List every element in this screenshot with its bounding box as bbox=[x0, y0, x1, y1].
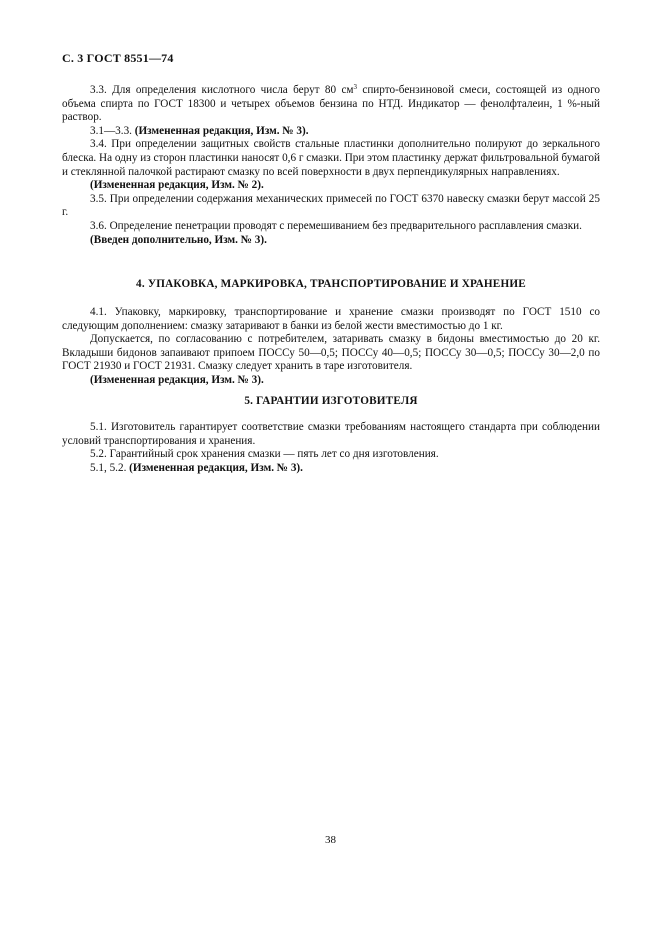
paragraph-4-1: 4.1. Упаковку, маркировку, транспортирование и хранение смазки производят по ГОСТ 1510 со следующим дополнением: смазку затаривают в банки из белой жести вместимостью до 1 кг. bbox=[62, 306, 600, 332]
amendment-3-6: (Введен дополнительно, Изм. № 3). bbox=[90, 233, 267, 246]
amendment-3-1-3-3 bbox=[62, 125, 600, 139]
amendment-prefix: 3.1—3.3. bbox=[90, 124, 135, 137]
section-4-body bbox=[62, 306, 600, 388]
running-header: С. 3 ГОСТ 8551—74 bbox=[62, 51, 174, 65]
amendment-5-1-5-2 bbox=[62, 462, 600, 476]
cubic-superscript: 3 bbox=[353, 83, 357, 91]
paragraph-3-5: 3.5. При определении содержания механических примесей по ГОСТ 6370 навеску смазки берут массой 25 г. bbox=[62, 192, 600, 219]
amendment-3-4: (Измененная редакция, Изм. № 2). bbox=[90, 179, 264, 192]
paragraph-5-2: 5.2. Гарантийный срок хранения смазки — пять лет со дня изготовления. bbox=[90, 448, 439, 461]
section-4-title: 4. УПАКОВКА, МАРКИРОВКА, ТРАНСПОРТИРОВАНИЕ И ХРАНЕНИЕ bbox=[136, 278, 526, 290]
section-4-block bbox=[62, 278, 600, 292]
section-5-block bbox=[62, 395, 600, 409]
amendment-note: (Измененная редакция, Изм. № 3). bbox=[129, 461, 303, 474]
paragraph-4-1-continued: Допускается, по согласованию с потребителем, затаривать смазку в бидоны вместимостью до 20 кг. Вкладыши бидонов запаивают припоем ПОССу 50—0,5; ПОССу 40—0,5; ПОССу 30—0,5; ПОССу 30—2,0 по ГОСТ 21930 и ГОСТ 21931. Смазку следует хранить в таре изготовителя. bbox=[62, 333, 600, 373]
amendment-4: (Измененная редакция, Изм. № 3). bbox=[90, 373, 264, 386]
paragraph-5-1: 5.1. Изготовитель гарантирует соответствие смазки требованиям настоящего стандарта при соблюдении условий транспортирования и хранения. bbox=[62, 421, 600, 447]
paragraph-3-3-text-cont: спирто-бензиновой смеси, состоящей из одного объема спирта по ГОСТ 18300 и четырех объемов бензина по НТД. Индикатор — фенолфталеин, 1 %-ный раствор. bbox=[62, 84, 600, 124]
amendment-note: (Измененная редакция, Изм. № 3). bbox=[134, 124, 309, 137]
paragraph-3-6: 3.6. Определение пенетрации проводят с перемешиванием без предварительного расплавления смазки. bbox=[90, 219, 582, 232]
section-5-title: 5. ГАРАНТИИ ИЗГОТОВИТЕЛЯ bbox=[244, 395, 418, 407]
paragraph-3-4: 3.4. При определении защитных свойств стальные пластинки дополнительно полируют до зеркального блеска. На одну из сторон пластинки наносят 0,6 г смазки. При этом пластинку держат фильтровальной бумагой и стеклянной палочкой растирают смазку по всей поверхности в двух перпендикулярных направлениях. bbox=[62, 138, 600, 178]
page-number: 38 bbox=[325, 834, 336, 846]
paragraph-3-3-text: 3.3. Для определения кислотного числа берут 80 см bbox=[90, 84, 354, 96]
paragraph-3-3 bbox=[62, 84, 600, 125]
amendment-prefix: 5.1, 5.2. bbox=[90, 461, 130, 474]
section-3-block bbox=[62, 84, 600, 247]
section-5-body bbox=[62, 421, 600, 475]
